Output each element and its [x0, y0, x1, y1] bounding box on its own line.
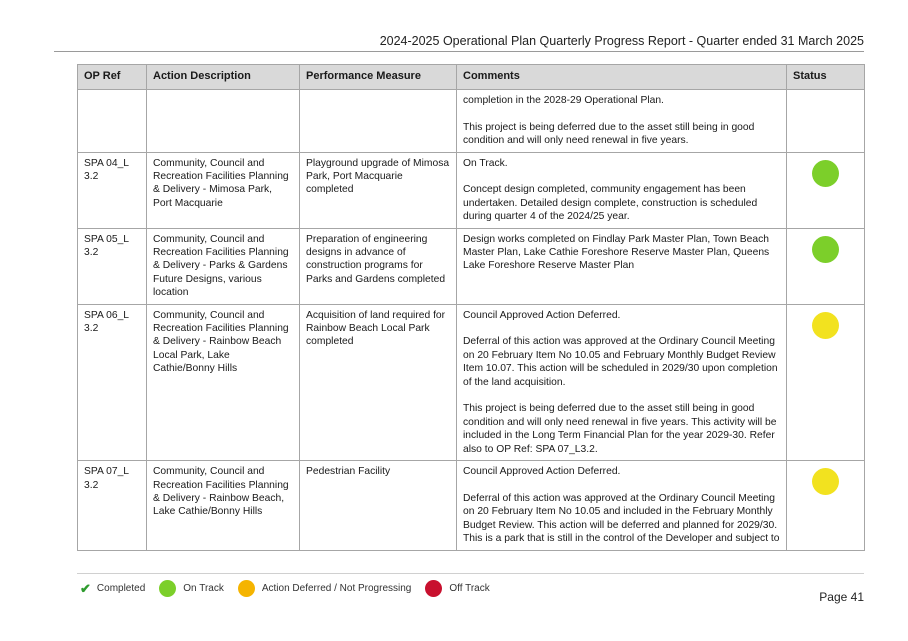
table-row [78, 461, 865, 550]
status-on-track-icon [812, 160, 839, 187]
green-dot-icon [159, 580, 176, 597]
table-row [78, 90, 865, 153]
comment-paragraph: Council Approved Action Deferred. [463, 466, 621, 478]
progress-table [77, 64, 865, 551]
column-header-comments: Comments [457, 65, 787, 90]
status-cell [787, 461, 865, 550]
comment-paragraph: Deferral of this action was approved at the Ordinary Council Meeting on 20 February Item No 10.05 and February Monthly Budget Review Item 10.07. This action will be scheduled in 2029/30 upon completion of the land acquisition. [463, 336, 778, 388]
legend-item [238, 580, 412, 597]
legend-item [80, 581, 145, 597]
status-deferred-icon [812, 312, 839, 339]
op-ref-cell: SPA 06_L 3.2 [78, 304, 147, 460]
comments-cell [457, 304, 787, 460]
action-description-cell: Community, Council and Recreation Facilities Planning & Delivery - Rainbow Beach Local Park, Lake Cathie/Bonny Hills [147, 304, 300, 460]
legend-label: On Track [183, 583, 224, 594]
status-on-track-icon [812, 236, 839, 263]
legend-item [425, 580, 489, 597]
comment-paragraph: On Track. [463, 157, 508, 169]
action-description-cell: Community, Council and Recreation Facilities Planning & Delivery - Parks & Gardens Future Designs, various location [147, 228, 300, 304]
legend-label: Action Deferred / Not Progressing [261, 583, 412, 594]
op-ref-cell: SPA 05_L 3.2 [78, 228, 147, 304]
status-cell [787, 228, 865, 304]
header-divider [54, 51, 864, 52]
performance-measure-cell: Acquisition of land required for Rainbow Beach Local Park completed [300, 304, 457, 460]
table-row [78, 152, 865, 228]
status-cell [787, 304, 865, 460]
table-row [78, 304, 865, 460]
performance-measure-cell [300, 90, 457, 153]
amber-dot-icon [238, 580, 255, 597]
performance-measure-cell: Preparation of engineering designs in advance of construction programs for Parks and Gardens completed [300, 228, 457, 304]
comment-paragraph: completion in the 2028-29 Operational Plan. [463, 95, 664, 106]
column-header-op-ref: OP Ref [78, 65, 147, 90]
legend-item [159, 580, 224, 597]
comment-paragraph: Design works completed on Findlay Park Master Plan, Town Beach Master Plan, Lake Cathie Foreshore Reserve Master Plan, Queens Lake Foreshore Reserve Master Plan [463, 233, 770, 272]
column-header-status: Status [787, 65, 865, 90]
page-number: Page 41 [819, 590, 864, 604]
status-cell [787, 152, 865, 228]
legend-label: Completed [96, 583, 146, 594]
comment-paragraph: Deferral of this action was approved at the Ordinary Council Meeting on 20 February Item No 10.05 and included in the February Monthly Budget Review. This action will be deferred and planned for 2029/30. This is a park that is still in the control of the Developer and subject to [463, 492, 780, 545]
action-description-cell: Community, Council and Recreation Facilities Planning & Delivery - Rainbow Beach, Lake Cathie/Bonny Hills [147, 461, 300, 550]
column-header-performance-measure: Performance Measure [300, 65, 457, 90]
comment-paragraph: Concept design completed, community engagement has been undertaken. Detailed design complete, construction is scheduled during quarter 4 of the 2024/25 year. [463, 184, 758, 223]
footer-divider [77, 573, 864, 574]
action-description-cell: Community, Council and Recreation Facilities Planning & Delivery - Mimosa Park, Port Macquarie [147, 152, 300, 228]
comments-cell [457, 90, 787, 153]
red-dot-icon [425, 580, 442, 597]
status-cell [787, 90, 865, 153]
performance-measure-cell: Pedestrian Facility [300, 461, 457, 550]
op-ref-cell [78, 90, 147, 153]
comment-paragraph: This project is being deferred due to the asset still being in good condition and will only need renewal in five years. This activity will be included in the Long Term Financial Plan for the year 2029-30. Refer also to OP Ref: SPA 07_L3.2. [463, 403, 777, 455]
report-title: 2024-2025 Operational Plan Quarterly Progress Report - Quarter ended 31 March 2025 [379, 34, 864, 48]
table-header-row [78, 65, 865, 90]
table-body [78, 90, 865, 551]
status-legend [80, 580, 504, 597]
comment-paragraph: Council Approved Action Deferred. [463, 309, 621, 321]
legend-label: Off Track [449, 583, 490, 594]
comments-cell [457, 152, 787, 228]
op-ref-cell: SPA 07_L 3.2 [78, 461, 147, 550]
op-ref-cell: SPA 04_L 3.2 [78, 152, 147, 228]
comment-paragraph: This project is being deferred due to the asset still being in good condition and will only need renewal in five years. [463, 121, 755, 147]
table-row [78, 228, 865, 304]
comments-cell [457, 228, 787, 304]
status-deferred-icon [812, 468, 839, 495]
column-header-action-description: Action Description [147, 65, 300, 90]
action-description-cell [147, 90, 300, 153]
check-icon: ✔ [80, 580, 91, 596]
performance-measure-cell: Playground upgrade of Mimosa Park, Port Macquarie completed [300, 152, 457, 228]
comments-cell [457, 461, 787, 550]
